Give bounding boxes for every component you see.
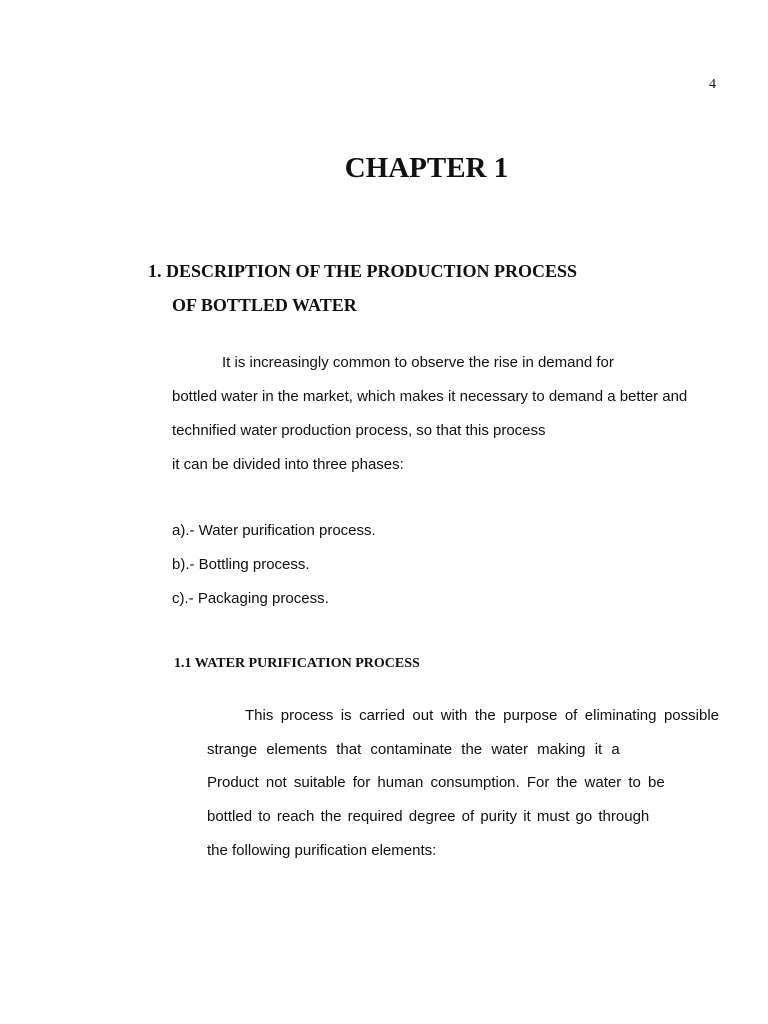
intro-line-3: technified water production process, so that this process [172,422,546,439]
section-heading [148,254,577,322]
purification-line-4: bottled to reach the required degree of purity it must go through [207,808,650,825]
phase-item-a: a).- Water purification process. [172,522,376,539]
chapter-title: CHAPTER 1 [344,152,509,184]
purification-line-3: Product not suitable for human consumption. For the water to be [207,774,665,791]
page-number: 4 [709,77,716,92]
subsection-heading: 1.1 WATER PURIFICATION PROCESS [174,656,420,671]
phase-item-c: c).- Packaging process. [172,590,329,607]
purification-line-2: strange elements that contaminate the water making it a [207,741,620,758]
intro-line-2: bottled water in the market, which makes it necessary to demand a better and [172,388,688,405]
section-heading-line-1: 1. DESCRIPTION OF THE PRODUCTION PROCESS [148,261,578,281]
section-heading-line-2: OF BOTTLED WATER [172,295,357,315]
phase-item-b: b).- Bottling process. [172,556,310,573]
intro-line-4: it can be divided into three phases: [172,456,404,473]
purification-line-1: This process is carried out with the purpose of eliminating possible [245,707,719,724]
purification-line-5: the following purification elements: [207,842,437,859]
intro-line-1: It is increasingly common to observe the rise in demand for [222,354,614,371]
